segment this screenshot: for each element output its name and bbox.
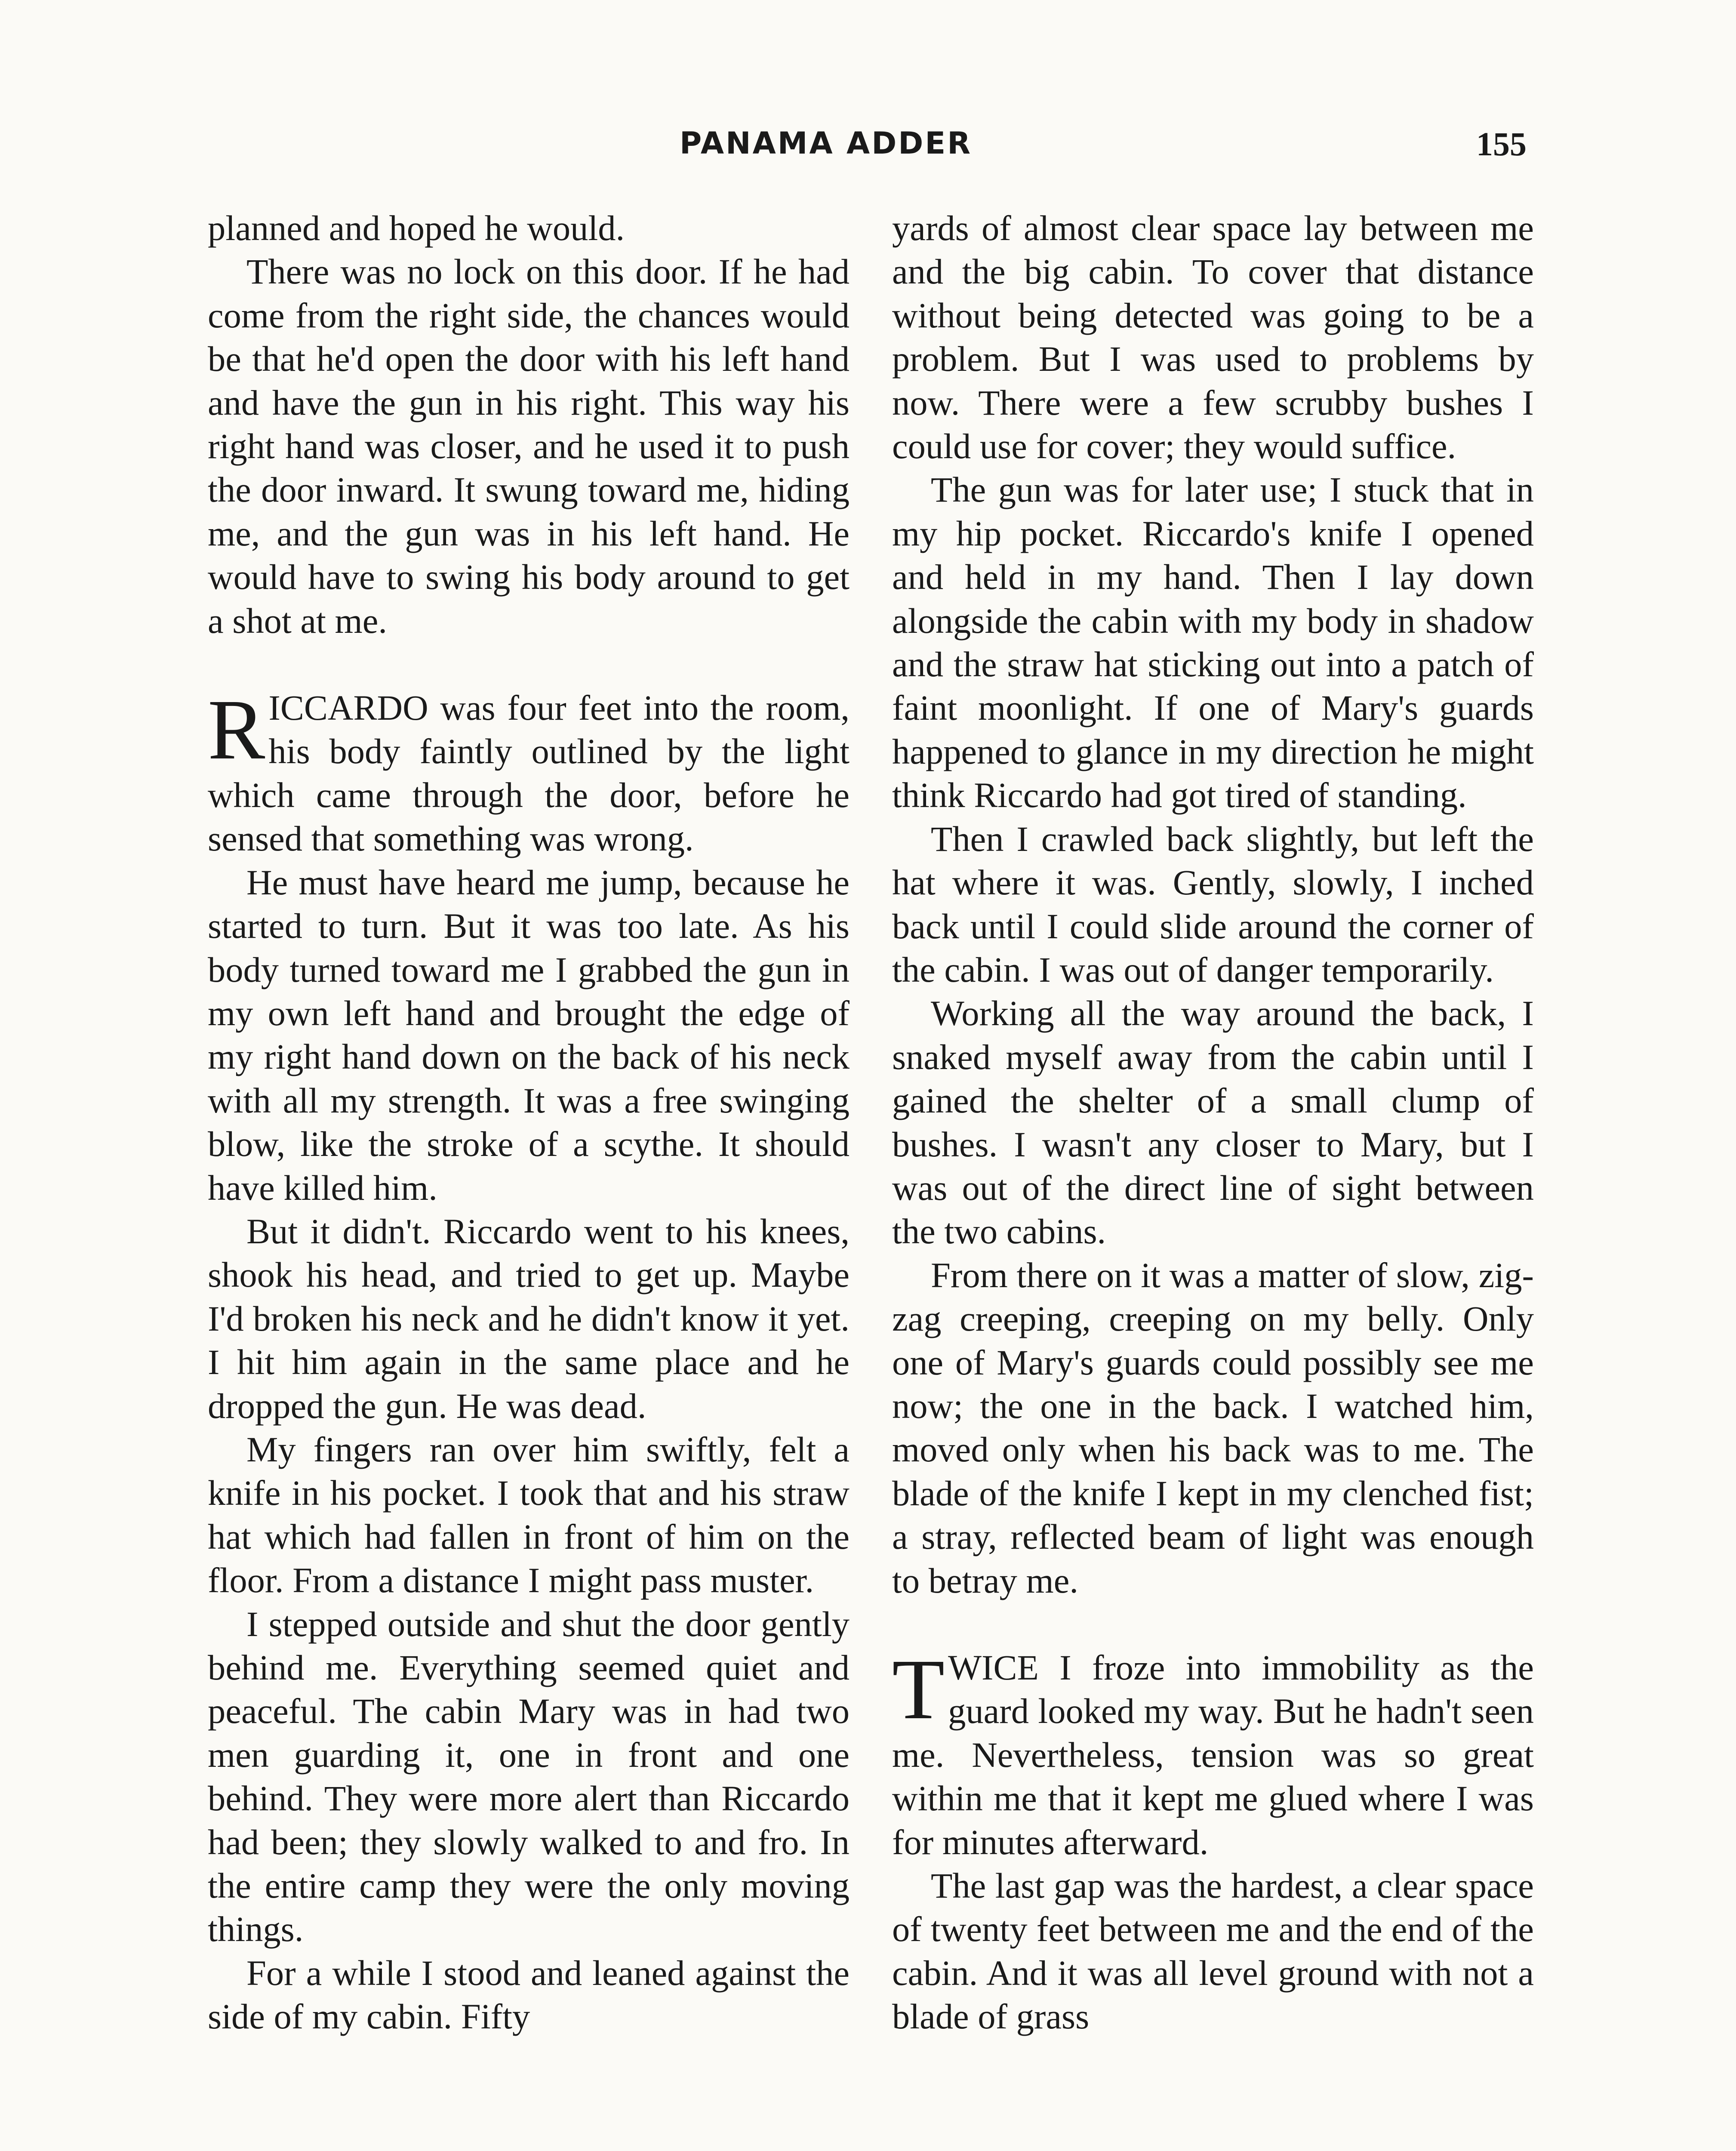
paragraph: planned and hoped he would.: [208, 208, 625, 248]
running-header-title: PANAMA ADDER: [680, 126, 973, 161]
right-column: [892, 206, 1534, 2039]
paragraph: From there on it was a matter of slow, zig-zag creeping, creeping on my belly. Only one of Mary's guards could possibly see me now; the one in the back. I watched him, moved only when his back was to me. The blade of the knife I kept in my clenched fist; a stray, reflected beam of light was enough to betray me.: [892, 1255, 1534, 1600]
paragraph: Then I crawled back slightly, but left the hat where it was. Gently, slowly, I inched back until I could slide around the corner of the cabin. I was out of danger temporarily.: [892, 819, 1534, 989]
drop-cap: T: [892, 1642, 945, 1737]
paragraph: There was no lock on this door. If he had come from the right side, the chances would be that he'd open the door with his left hand and have the gun in his right. This way his right hand was closer, and he used it to push the door inward. It swung toward me, hiding me, and the gun was in his left hand. He would have to swing his body around to get a shot at me.: [208, 252, 850, 641]
paragraph: The gun was for later use; I stuck that in my hip pocket. Riccardo's knife I opened and held in my hand. Then I lay down alongside the cabin with my body in shadow and the straw hat sticking out into a patch of faint moonlight. If one of Mary's guards happened to glance in my direction he might think Riccardo had got tired of standing.: [892, 470, 1534, 815]
paragraph-text: WICE I froze into immobility as the guard looked my way. But he hadn't seen me. Nevertheless, tension was so great within me that it kept me glued where I was for minutes afterward.: [892, 1648, 1534, 1862]
paragraph: Working all the way around the back, I snaked myself away from the cabin until I gained the shelter of a small clump of bushes. I wasn't any closer to Mary, but I was out of the direct line of sight between the two cabins.: [892, 993, 1534, 1251]
paragraph: My fingers ran over him swiftly, felt a knife in his pocket. I took that and his straw hat which had fallen in front of him on the floor. From a distance I might pass muster.: [208, 1429, 850, 1600]
left-column: [208, 206, 850, 2039]
paragraph: I stepped outside and shut the door gently behind me. Everything seemed quiet and peaceful. The cabin Mary was in had two men guarding it, one in front and one behind. They were more alert than Riccardo had been; they slowly walked to and fro. In the entire camp they were the only moving things.: [208, 1604, 850, 1949]
page-number: 155: [1476, 125, 1527, 163]
paragraph: For a while I stood and leaned against the side of my cabin. Fifty: [208, 1953, 850, 2037]
paragraph: But it didn't. Riccardo went to his knees, shook his head, and tried to get up. Maybe I'd broken his neck and he didn't know it yet. I hit him again in the same place and he dropped the gun. He was dead.: [208, 1211, 850, 1426]
paragraph-text: ICCARDO was four feet into the room, his body faintly outlined by the light which came through the door, before he sensed that something was wrong.: [208, 688, 850, 859]
section-start-paragraph: [208, 682, 850, 861]
drop-cap: R: [208, 682, 265, 778]
section-start-paragraph: [892, 1642, 1534, 1864]
paragraph: He must have heard me jump, because he started to turn. But it was too late. As his body turned toward me I grabbed the gun in my own left hand and brought the edge of my right hand down on the back of his neck with all my strength. It was a free swinging blow, like the stroke of a scythe. It should have killed him.: [208, 862, 850, 1208]
paragraph: yards of almost clear space lay between me and the big cabin. To cover that distance without being detected was going to be a problem. But I was used to problems by now. There were a few scrubby bushes I could use for cover; they would suffice.: [892, 208, 1534, 466]
paragraph: The last gap was the hardest, a clear space of twenty feet between me and the end of the cabin. And it was all level ground with not a blade of grass: [892, 1866, 1534, 2037]
